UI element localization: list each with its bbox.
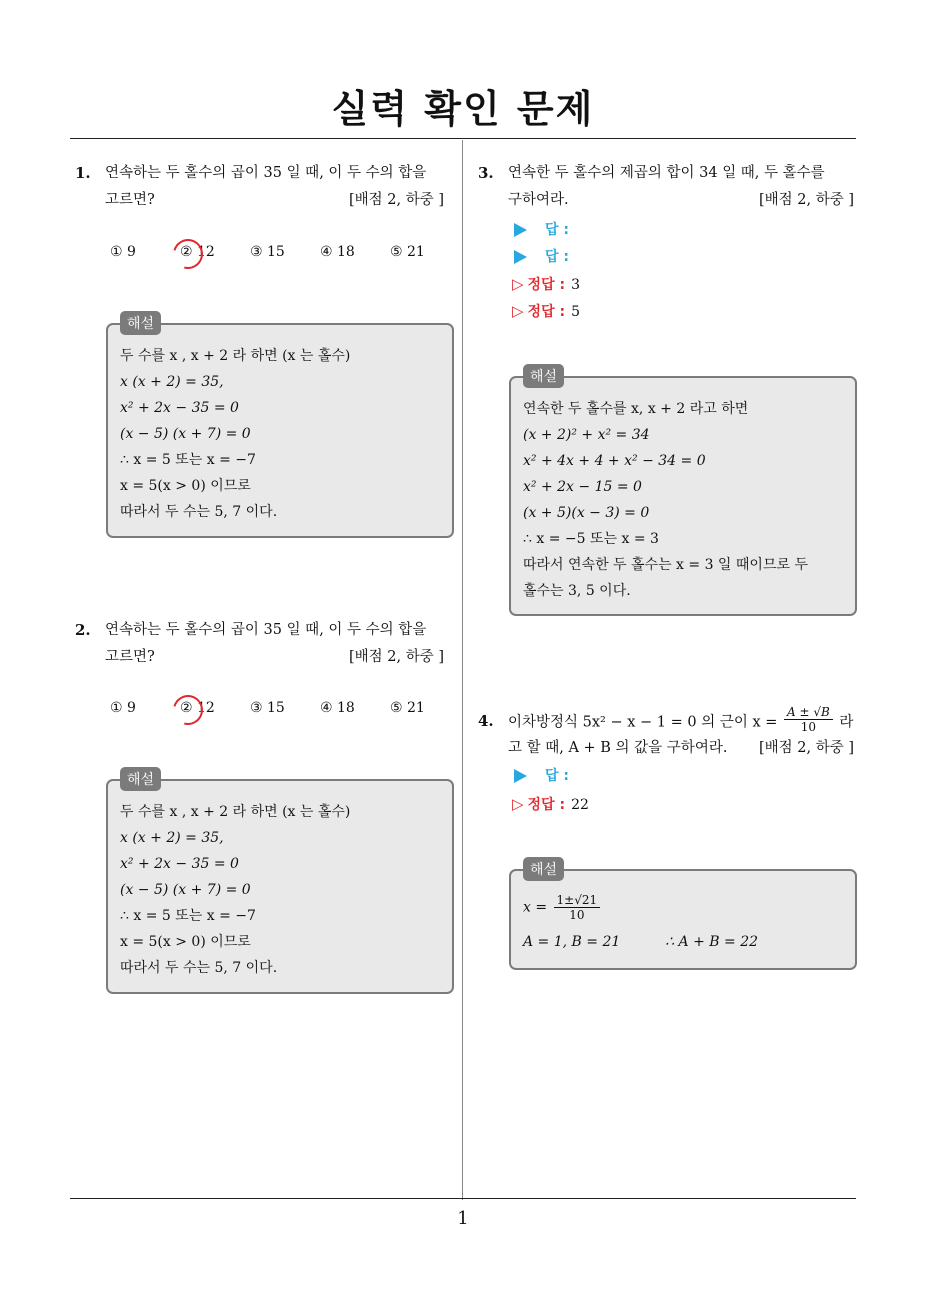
solution-line: x (x + 2) = 35, — [120, 830, 224, 846]
solution-box — [106, 772, 454, 994]
choice-5[interactable]: ⑤ 21 — [390, 244, 425, 260]
answer-field[interactable] — [514, 244, 569, 270]
question-text: 고르면? — [105, 192, 155, 208]
solution-text — [120, 799, 350, 981]
solution-line — [523, 893, 758, 929]
score-meta: [배점 2, 하중 ] — [349, 649, 445, 665]
hollow-arrow-icon: ▷ — [512, 275, 524, 293]
fraction-denominator: 10 — [569, 908, 585, 922]
solution-line: 따라서 두 수는 5, 7 이다. — [120, 960, 278, 976]
solution-line: ∴ x = 5 또는 x = −7 — [120, 452, 256, 468]
question-3 — [478, 160, 863, 330]
choice-3[interactable]: ③ 15 — [250, 700, 285, 716]
choice-1[interactable]: ① 9 — [110, 700, 136, 716]
question-number: 2. — [75, 621, 91, 639]
solution-line: x² + 2x − 35 = 0 — [120, 856, 239, 872]
correct-answer — [512, 298, 580, 325]
solution-tag: 해설 — [523, 857, 564, 881]
solution-line: x² + 2x − 35 = 0 — [120, 400, 239, 416]
question-text — [508, 705, 854, 737]
solution-box — [509, 862, 857, 970]
title-divider — [70, 138, 856, 139]
question-number: 4. — [478, 712, 494, 730]
question-4 — [478, 705, 863, 820]
solution-line: (x + 2)² + x² = 34 — [523, 427, 650, 443]
correct-value: 22 — [571, 797, 589, 813]
fraction-numerator: 1±√21 — [554, 893, 601, 908]
solution-line: ∴ x = 5 또는 x = −7 — [120, 908, 256, 924]
choice-1[interactable]: ① 9 — [110, 244, 136, 260]
solution-expr: A = 1, B = 21 — [523, 934, 621, 950]
solution-line: 따라서 연속한 두 홀수는 x = 3 일 때이므로 두 — [523, 557, 808, 573]
hollow-arrow-icon: ▷ — [512, 795, 524, 813]
solution-line: x (x + 2) = 35, — [120, 374, 224, 390]
correct-answer — [512, 791, 589, 818]
answer-arrow-icon — [514, 769, 527, 783]
correct-value: 3 — [571, 277, 580, 293]
question-text: 고르면? — [105, 649, 155, 665]
score-meta: [배점 2, 하중 ] — [349, 192, 445, 208]
root-fraction — [784, 705, 833, 734]
solution-line: (x + 5)(x − 3) = 0 — [523, 505, 650, 521]
question-number: 1. — [75, 164, 91, 182]
question-text: 고 할 때, A + B 의 값을 구하여라. — [508, 740, 728, 756]
solution-line: (x − 5) (x + 7) = 0 — [120, 882, 251, 898]
solution-text — [523, 893, 758, 955]
hollow-arrow-icon: ▷ — [512, 302, 524, 320]
choice-2[interactable]: ② 12 — [180, 700, 215, 716]
question-number: 3. — [478, 164, 494, 182]
solution-box — [509, 369, 857, 616]
column-divider — [462, 140, 463, 1200]
solution-line — [523, 929, 758, 955]
solution-tag: 해설 — [120, 767, 161, 791]
solution-line: x² + 2x − 15 = 0 — [523, 479, 642, 495]
page-title: 실력 확인 문제 — [331, 87, 595, 131]
solution-line: x² + 4x + 4 + x² − 34 = 0 — [523, 453, 706, 469]
solution-line: ∴ x = −5 또는 x = 3 — [523, 531, 659, 547]
solution-line: 홀수는 3, 5 이다. — [523, 583, 631, 599]
question-text-part: 이차방정식 5x² − x − 1 = 0 의 근이 x = — [508, 714, 778, 731]
page-number: 1 — [457, 1208, 469, 1229]
fraction-numerator: A ± √B — [784, 705, 833, 720]
solution-tag: 해설 — [523, 364, 564, 388]
footer-divider — [70, 1198, 856, 1199]
question-2 — [75, 617, 455, 737]
solution-text — [523, 396, 808, 604]
answer-arrow-icon — [514, 250, 527, 264]
correct-label: 정답 : — [527, 304, 566, 320]
answer-arrow-icon — [514, 223, 527, 237]
choice-4[interactable]: ④ 18 — [320, 700, 355, 716]
question-text: 연속하는 두 홀수의 곱이 35 일 때, 이 두 수의 합을 — [105, 622, 427, 638]
fraction-denominator: 10 — [800, 720, 817, 734]
correct-label: 정답 : — [527, 797, 566, 813]
solution-line: x = 5(x > 0) 이므로 — [120, 478, 251, 494]
solution-text — [120, 343, 350, 525]
question-text: 연속하는 두 홀수의 곱이 35 일 때, 이 두 수의 합을 — [105, 165, 427, 181]
solution-line: x = 5(x > 0) 이므로 — [120, 934, 251, 950]
choice-3[interactable]: ③ 15 — [250, 244, 285, 260]
choice-5[interactable]: ⑤ 21 — [390, 700, 425, 716]
solution-expr: x = — [523, 899, 548, 916]
answer-label: 답 : — [545, 768, 569, 784]
answer-field[interactable] — [514, 763, 569, 789]
choice-4[interactable]: ④ 18 — [320, 244, 355, 260]
answer-field[interactable] — [514, 217, 569, 243]
correct-value: 5 — [571, 304, 580, 320]
correct-answer — [512, 271, 580, 298]
solution-expr: ∴ A + B = 22 — [665, 934, 759, 950]
solution-fraction — [554, 893, 601, 922]
score-meta: [배점 2, 하중 ] — [759, 740, 855, 756]
solution-tag: 해설 — [120, 311, 161, 335]
answer-label: 답 : — [545, 222, 569, 238]
choice-2[interactable]: ② 12 — [180, 244, 215, 260]
solution-line: 연속한 두 홀수를 x, x + 2 라고 하면 — [523, 401, 749, 417]
correct-label: 정답 : — [527, 277, 566, 293]
solution-line: 따라서 두 수는 5, 7 이다. — [120, 504, 278, 520]
solution-box — [106, 316, 454, 538]
question-text-part: 라 — [839, 714, 854, 731]
solution-line: 두 수를 x , x + 2 라 하면 (x 는 홀수) — [120, 348, 351, 364]
score-meta: [배점 2, 하중 ] — [759, 192, 855, 208]
answer-label: 답 : — [545, 249, 569, 265]
solution-line: (x − 5) (x + 7) = 0 — [120, 426, 251, 442]
question-text: 구하여라. — [508, 192, 569, 208]
solution-line: 두 수를 x , x + 2 라 하면 (x 는 홀수) — [120, 804, 351, 820]
question-text: 연속한 두 홀수의 제곱의 합이 34 일 때, 두 홀수를 — [508, 165, 825, 181]
